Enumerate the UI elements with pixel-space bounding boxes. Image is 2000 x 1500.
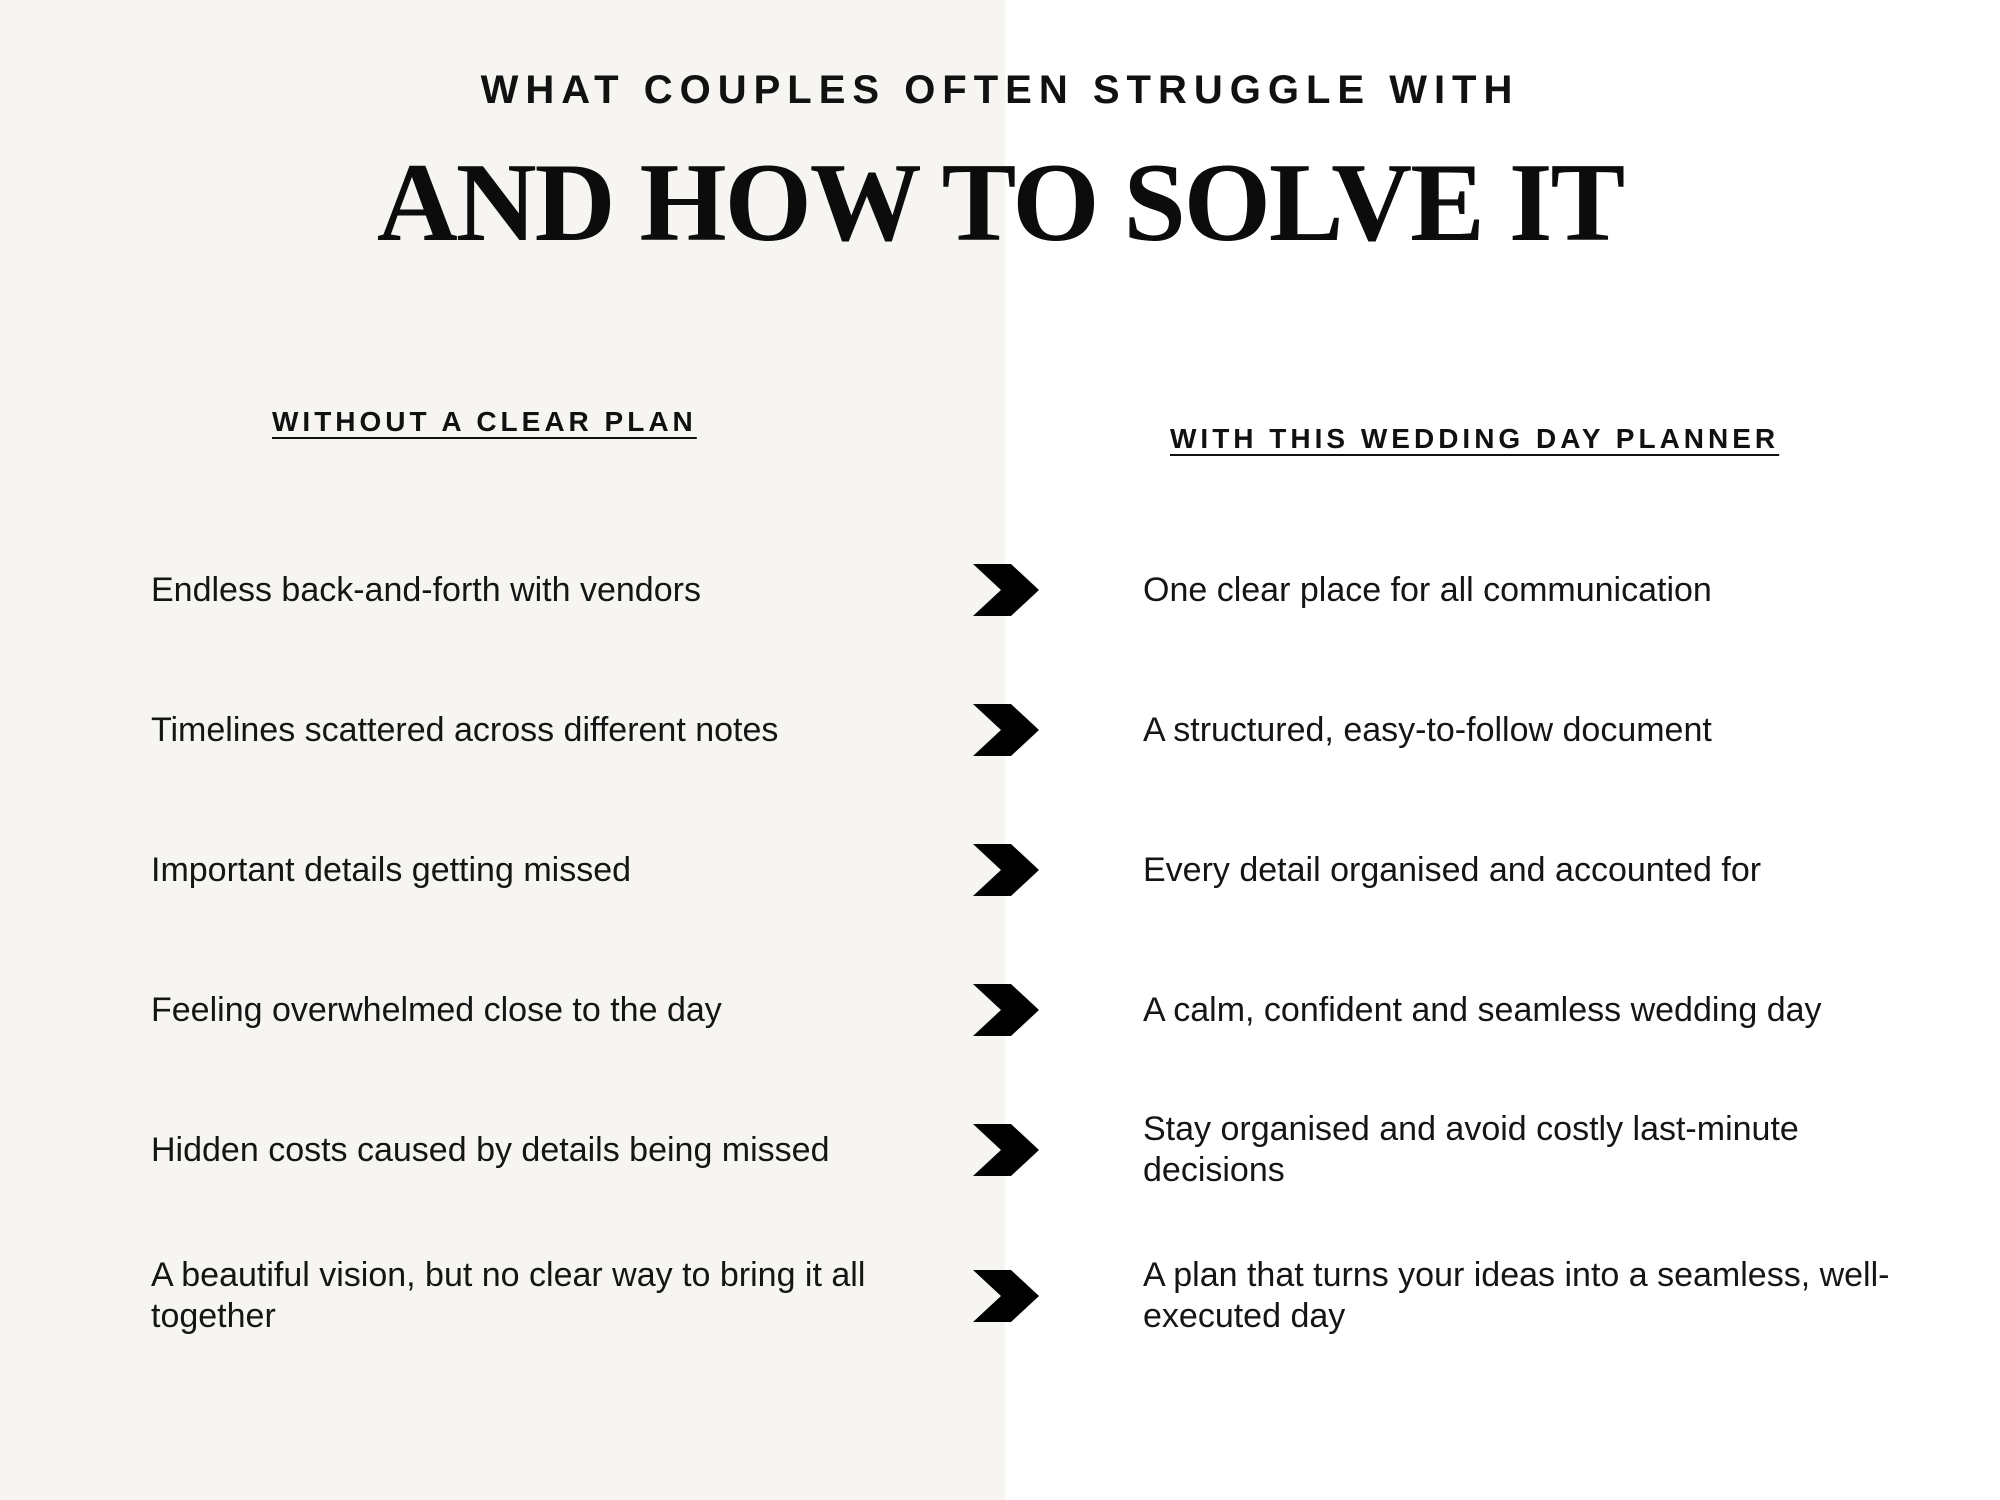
chevron-right-icon — [973, 844, 1039, 896]
solution-text: Stay organised and avoid costly last-minute decisions — [1143, 1110, 1799, 1189]
problem-text: Hidden costs caused by details being missed — [151, 1130, 830, 1169]
chevron-right-icon — [973, 704, 1039, 756]
chevron-right-icon — [973, 1270, 1039, 1322]
problem-text: Important details getting missed — [151, 850, 632, 889]
comparison-row — [0, 820, 2000, 920]
comparison-row — [0, 540, 2000, 640]
problem-text: Endless back-and-forth with vendors — [151, 570, 701, 609]
comparison-row — [0, 1246, 2000, 1346]
comparison-row — [0, 1100, 2000, 1200]
problem-text: Feeling overwhelmed close to the day — [151, 990, 722, 1029]
page-title: AND HOW TO SOLVE IT — [376, 141, 1624, 265]
solution-text: A plan that turns your ideas into a seamless, well-executed day — [1143, 1256, 1890, 1335]
problem-text: Timelines scattered across different notes — [151, 710, 779, 749]
problem-text: A beautiful vision, but no clear way to bring it all together — [151, 1256, 866, 1335]
solution-text: One clear place for all communication — [1143, 570, 1712, 609]
solution-text: A structured, easy-to-follow document — [1143, 710, 1712, 749]
solution-text: Every detail organised and accounted for — [1143, 850, 1762, 889]
solution-text: A calm, confident and seamless wedding day — [1143, 990, 1822, 1029]
chevron-right-icon — [973, 1124, 1039, 1176]
chevron-right-icon — [973, 984, 1039, 1036]
comparison-row — [0, 960, 2000, 1060]
eyebrow-title: WHAT COUPLES OFTEN STRUGGLE WITH — [480, 68, 1520, 112]
with-planner-heading: WITH THIS WEDDING DAY PLANNER — [1170, 423, 1780, 454]
comparison-row — [0, 680, 2000, 780]
chevron-right-icon — [973, 564, 1039, 616]
without-plan-heading: WITHOUT A CLEAR PLAN — [272, 406, 697, 437]
